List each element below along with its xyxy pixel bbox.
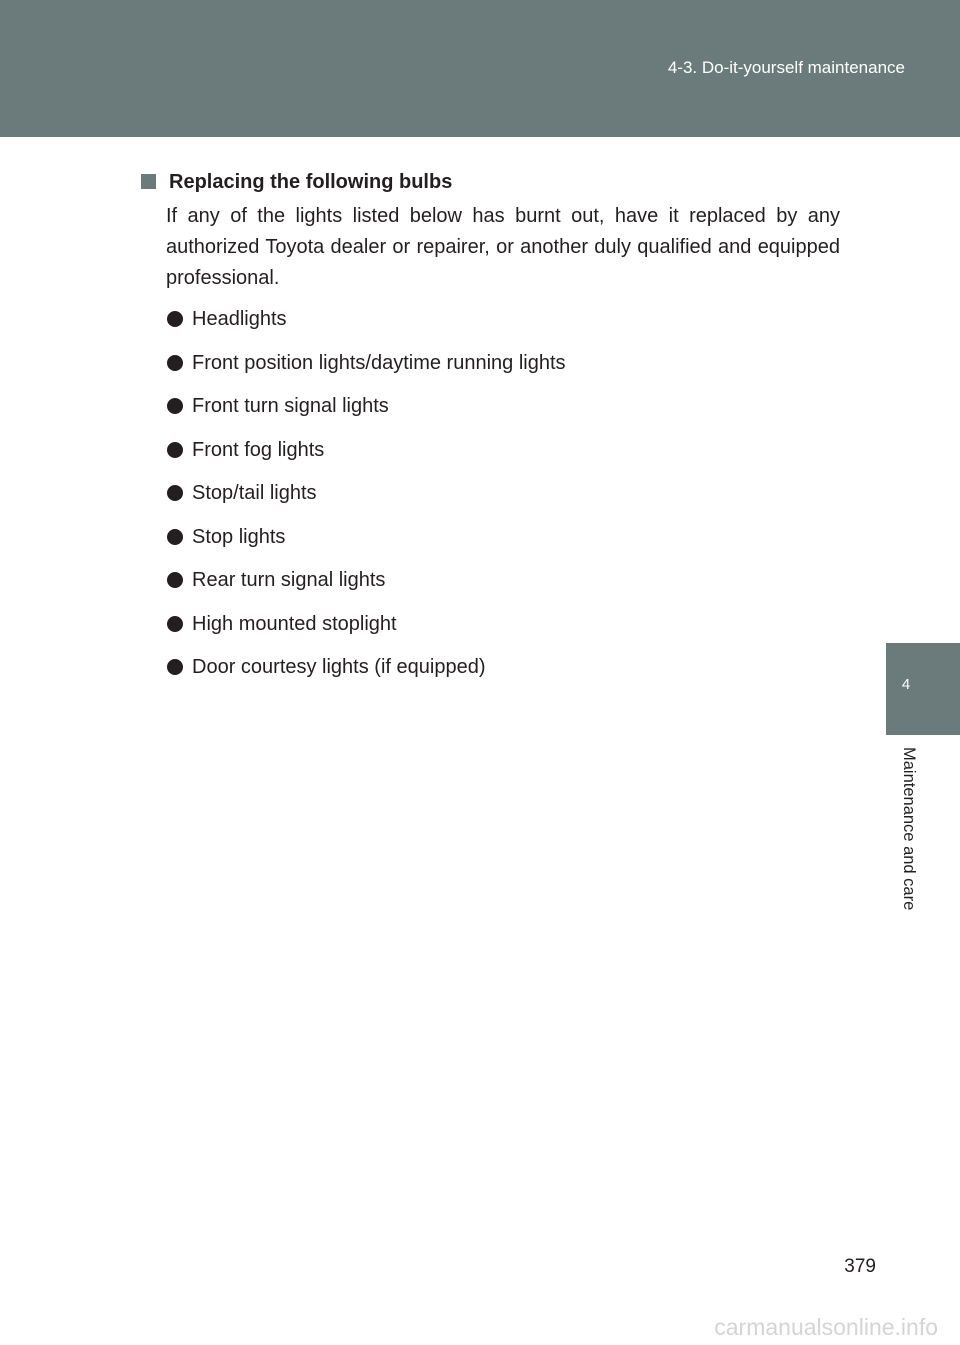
chapter-tab xyxy=(886,643,960,735)
round-bullet-icon xyxy=(167,442,183,458)
list-item xyxy=(140,392,840,420)
section-heading xyxy=(140,168,840,196)
intro-paragraph: If any of the lights listed below has burnt out, have it replaced by any authorized Toyota dealer or repairer, or another duly qualified and equipped professional. xyxy=(166,205,840,289)
section-heading-text: Replacing the following bulbs xyxy=(169,171,453,193)
list-item xyxy=(140,566,840,594)
list-item-text: Front turn signal lights xyxy=(192,395,389,417)
list-item-text: Stop lights xyxy=(192,525,286,548)
list-item-text: Front position lights/daytime running lights xyxy=(192,351,566,374)
list-item-text: High mounted stoplight xyxy=(192,612,397,635)
list-item xyxy=(140,479,840,507)
round-bullet-icon xyxy=(167,529,183,545)
round-bullet-icon xyxy=(167,311,183,327)
square-bullet-icon xyxy=(141,174,156,189)
list-item-text: Front fog lights xyxy=(192,438,325,461)
round-bullet-icon xyxy=(167,616,183,632)
list-item-text: Rear turn signal lights xyxy=(192,569,386,591)
list-item-text: Door courtesy lights (if equipped) xyxy=(192,656,486,678)
list-item-text: Headlights xyxy=(192,308,287,330)
list-item xyxy=(140,436,840,464)
round-bullet-icon xyxy=(167,355,183,371)
page-number: 379 xyxy=(844,1256,876,1277)
round-bullet-icon xyxy=(167,398,183,414)
list-item xyxy=(140,523,840,551)
bulb-list xyxy=(140,305,840,681)
header-band xyxy=(0,0,960,137)
round-bullet-icon xyxy=(167,659,183,675)
list-item-text: Stop/tail lights xyxy=(192,482,317,504)
chapter-label: Maintenance and care xyxy=(900,747,918,911)
main-content xyxy=(140,168,840,697)
section-title: 4-3. Do-it-yourself maintenance xyxy=(667,58,905,77)
chapter-number: 4 xyxy=(901,676,911,693)
watermark: carmanualsonline.info xyxy=(714,1314,938,1340)
list-item xyxy=(140,653,840,681)
list-item xyxy=(140,305,840,333)
round-bullet-icon xyxy=(167,572,183,588)
round-bullet-icon xyxy=(167,485,183,501)
list-item xyxy=(140,610,840,638)
list-item xyxy=(140,349,840,377)
